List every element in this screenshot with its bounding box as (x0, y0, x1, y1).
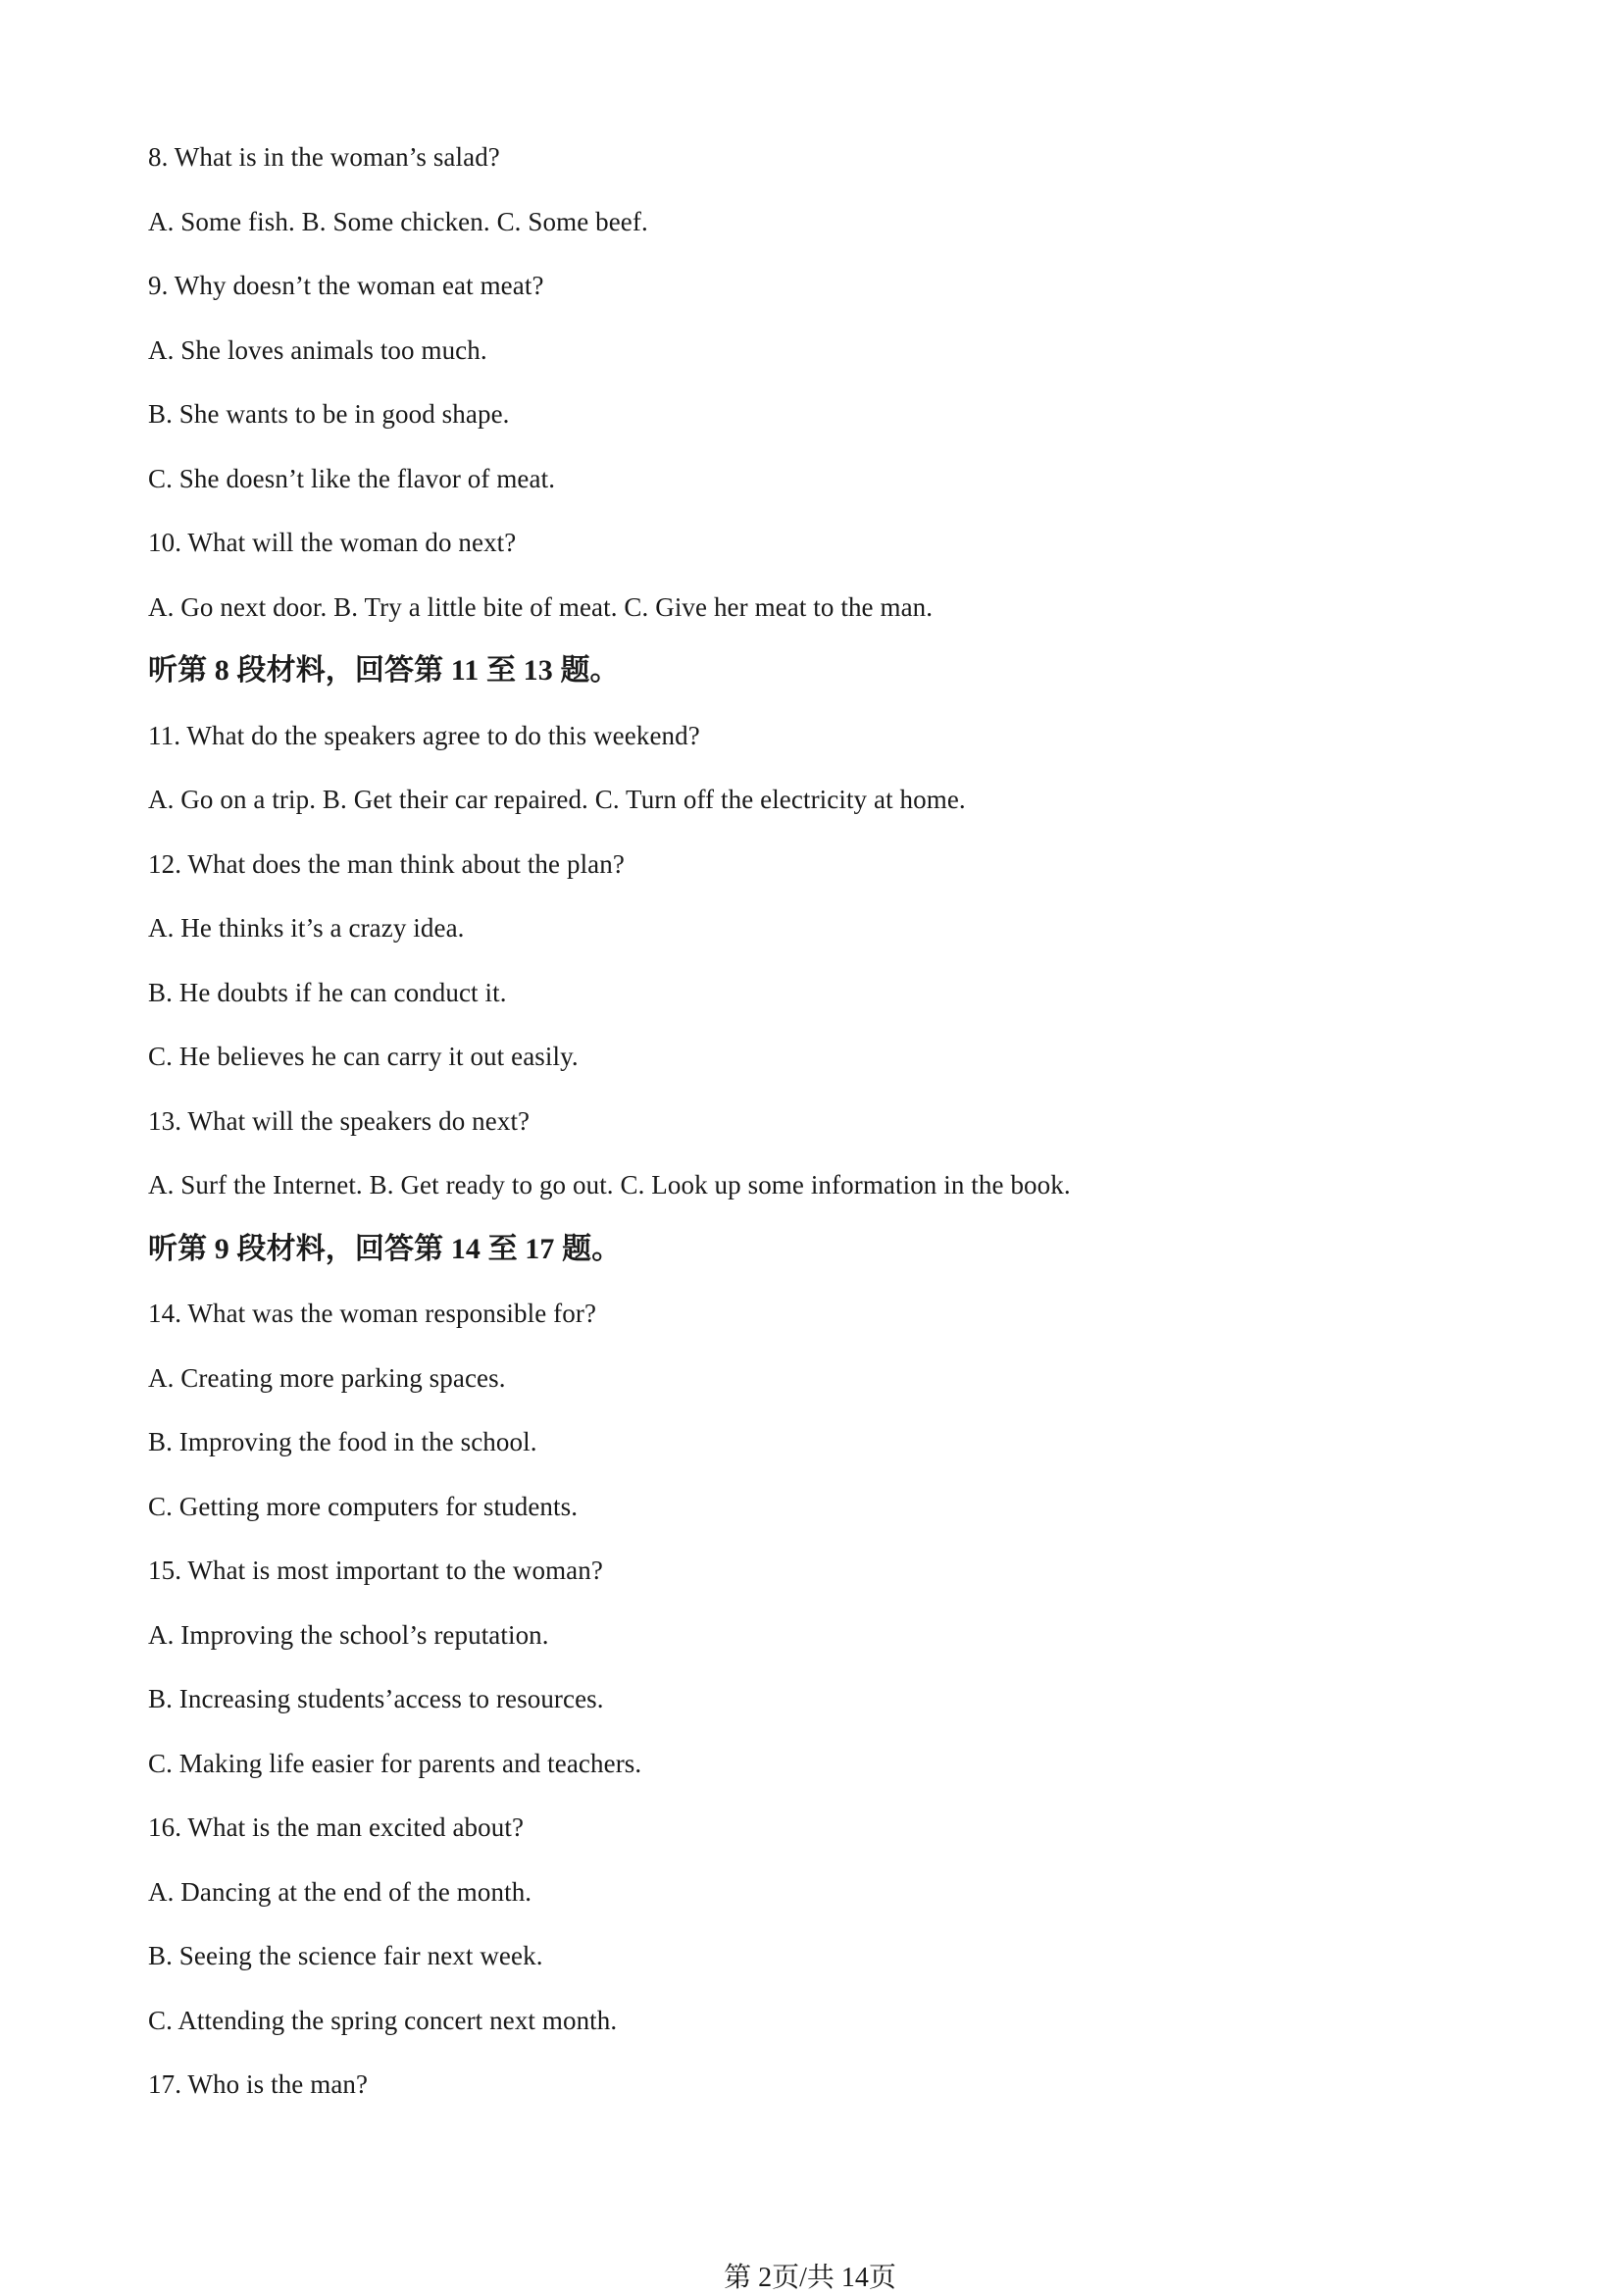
option-line: A. He thinks it’s a crazy idea. (148, 913, 465, 943)
option-line: B. He doubts if he can conduct it. (148, 977, 507, 1007)
option-line: C. She doesn’t like the flavor of meat. (148, 463, 556, 493)
option-line: A. Go next door. B. Try a little bite of meat. C. Give her meat to the man. (148, 591, 934, 622)
section-heading: 听第 9 段材料，回答第 14 至 17 题。 (148, 1232, 622, 1265)
option-line: A. Surf the Internet. B. Get ready to go out. C. Look up some information in the book. (148, 1170, 1071, 1199)
option-line: C. Getting more computers for students. (148, 1491, 579, 1521)
question-line: 10. What will the woman do next? (148, 528, 517, 557)
option-line: A. Go on a trip. B. Get their car repaired. C. Turn off the electricity at home. (148, 785, 966, 814)
question-line: 12. What does the man think about the plan? (148, 848, 625, 879)
option-line: B. She wants to be in good shape. (148, 399, 510, 429)
question-line: 17. Who is the man? (148, 2069, 369, 2099)
question-line: 13. What will the speakers do next? (148, 1105, 531, 1136)
question-line: 8. What is in the woman’s salad? (148, 142, 500, 172)
page-number: 第 2页/共 14页 (724, 2263, 896, 2293)
option-line: C. He believes he can carry it out easily. (148, 1042, 579, 1071)
option-line: B. Increasing students’access to resources. (148, 1684, 604, 1713)
option-line: C. Attending the spring concert next month. (148, 2005, 618, 2035)
question-line: 15. What is most important to the woman? (148, 1556, 603, 1585)
option-line: A. Improving the school’s reputation. (148, 1619, 549, 1650)
option-line: A. Dancing at the end of the month. (148, 1876, 532, 1907)
question-line: 11. What do the speakers agree to do this weekend? (148, 720, 700, 750)
question-line: 9. Why doesn’t the woman eat meat? (148, 271, 544, 300)
question-line: 16. What is the man excited about? (148, 1812, 525, 1842)
option-line: C. Making life easier for parents and teachers. (148, 1748, 642, 1778)
option-line: A. Some fish. B. Some chicken. C. Some beef. (148, 206, 648, 236)
option-line: A. Creating more parking spaces. (148, 1362, 506, 1393)
section-heading: 听第 8 段材料，回答第 11 至 13 题。 (148, 654, 620, 687)
question-line: 14. What was the woman responsible for? (148, 1299, 597, 1328)
option-line: A. She loves animals too much. (148, 334, 487, 365)
option-line: B. Improving the food in the school. (148, 1427, 537, 1456)
option-line: B. Seeing the science fair next week. (148, 1941, 543, 1970)
question-list (148, 133, 1521, 2125)
